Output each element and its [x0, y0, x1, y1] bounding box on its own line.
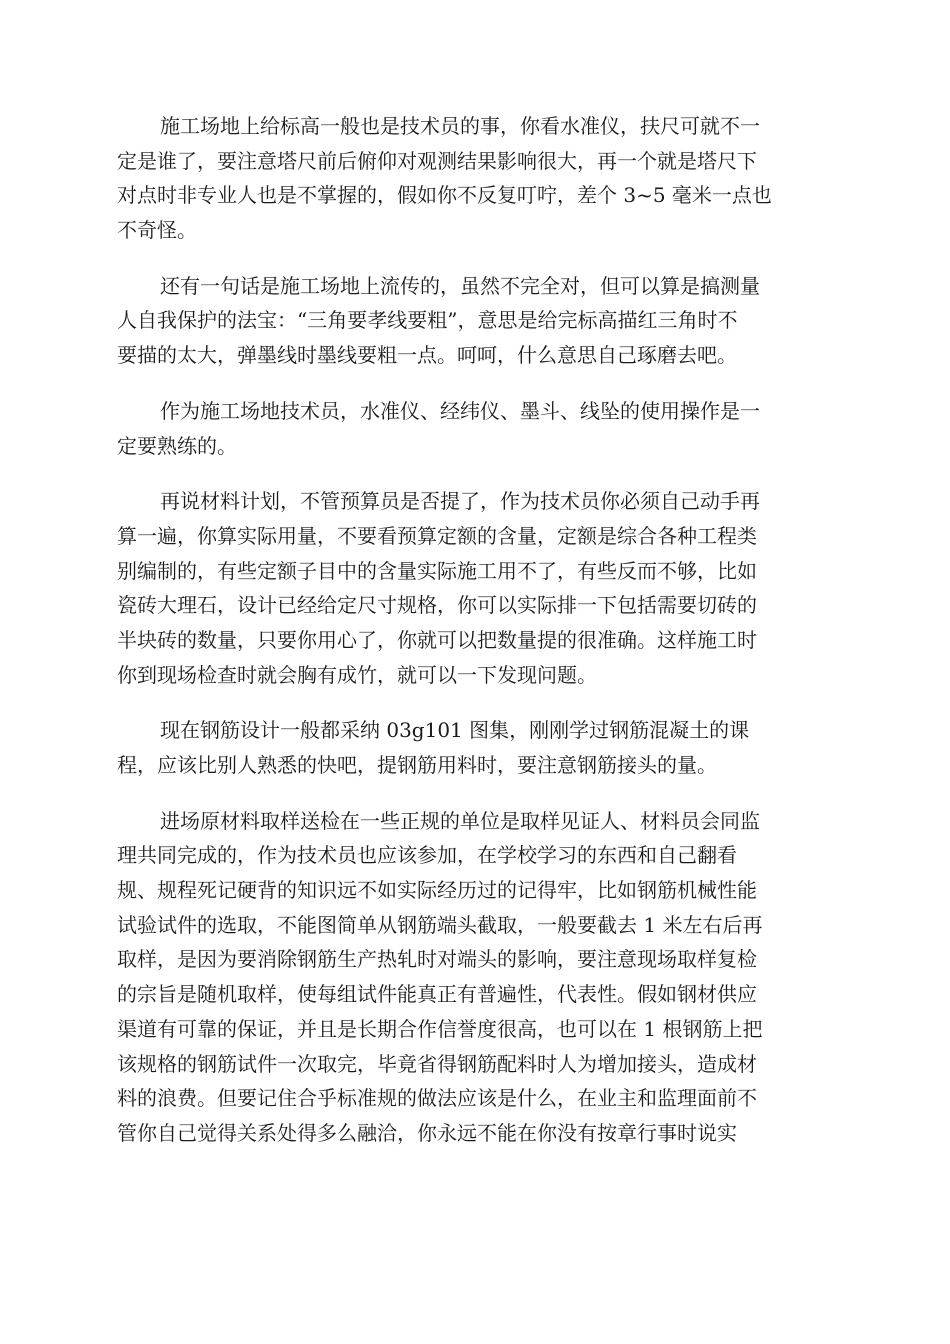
text-line: 人自我保护的法宝：“三角要孝线要粗”，意思是给完标高描红三角时不 [117, 308, 738, 333]
text-line: 取样，是因为要消除钢筋生产热轧时对端头的影响，要注意现场取样复检 [117, 947, 757, 972]
text-line: 进场原材料取样送检在一些正规的单位是取样见证人、材料员会同监 [160, 808, 760, 833]
text-line: 理共同完成的，作为技术员也应该参加，在学校学习的东西和自己翻看 [117, 843, 737, 868]
text-line: 还有一句话是施工场地上流传的，虽然不完全对，但可以算是搞测量 [160, 273, 760, 298]
text-line: 瓷砖大理石，设计已经给定尺寸规格，你可以实际排一下包括需要切砖的 [117, 593, 757, 618]
text-line: 对点时非专业人也是不掌握的，假如你不反复叮咛，差个 3~5 毫米一点也 [117, 183, 772, 208]
text-line: 该规格的钢筋试件一次取完，毕竟省得钢筋配料时人为增加接头，造成材 [117, 1051, 757, 1076]
text-line: 你到现场检查时就会胸有成竹，就可以一下发现问题。 [117, 662, 597, 687]
paragraph-saying [117, 269, 837, 373]
paragraph-instruments [117, 394, 837, 463]
paragraph-sampling [117, 804, 837, 1151]
text-line: 管你自己觉得关系处得多么融洽，你永远不能在你没有按章行事时说实 [117, 1120, 737, 1145]
text-line: 定是谁了，要注意塔尺前后俯仰对观测结果影响很大，再一个就是塔尺下 [117, 148, 757, 173]
paragraph-material-plan [117, 484, 837, 692]
text-line: 的宗旨是随机取样，使每组试件能真正有普遍性，代表性。假如钢材供应 [117, 982, 757, 1007]
text-line: 要描的太大，弹墨线时墨线要粗一点。呵呵，什么意思自己琢磨去吧。 [117, 343, 737, 368]
text-line: 渠道有可靠的保证，并且是长期合作信誉度很高，也可以在 1 根钢筋上把 [117, 1016, 763, 1041]
text-line: 别编制的，有些定额子目中的含量实际施工用不了，有些反而不够，比如 [117, 558, 757, 583]
text-line: 再说材料计划，不管预算员是否提了，作为技术员你必须自己动手再 [160, 489, 760, 514]
text-line: 规、规程死记硬背的知识远不如实际经历过的记得牢，比如钢筋机械性能 [117, 878, 757, 903]
text-line: 料的浪费。但要记住合乎标准规的做法应该是什么，在业主和监理面前不 [117, 1086, 757, 1111]
text-line: 试验试件的选取，不能图简单从钢筋端头截取，一般要截去 1 米左右后再 [117, 912, 763, 937]
text-line: 不奇怪。 [117, 218, 197, 243]
text-line: 程，应该比别人熟悉的快吧，提钢筋用料时，要注意钢筋接头的量。 [117, 753, 717, 777]
document-body [117, 109, 837, 1172]
text-line: 定要熟练的。 [117, 433, 237, 458]
paragraph-rebar-design [117, 713, 837, 782]
text-line: 半块砖的数量，只要你用心了，你就可以把数量提的很准确。这样施工时 [117, 627, 757, 652]
text-line: 算一遍，你算实际用量，不要看预算定额的含量，定额是综合各种工程类 [117, 523, 757, 548]
paragraph-leveling [117, 109, 837, 248]
text-line: 现在钢筋设计一般都采纳 03g101 图集，刚刚学过钢筋混凝土的课 [160, 718, 750, 743]
text-line: 作为施工场地技术员，水准仪、经纬仪、墨斗、线坠的使用操作是一 [160, 398, 760, 423]
text-line: 施工场地上给标高一般也是技术员的事，你看水准仪，扶尺可就不一 [160, 114, 760, 138]
